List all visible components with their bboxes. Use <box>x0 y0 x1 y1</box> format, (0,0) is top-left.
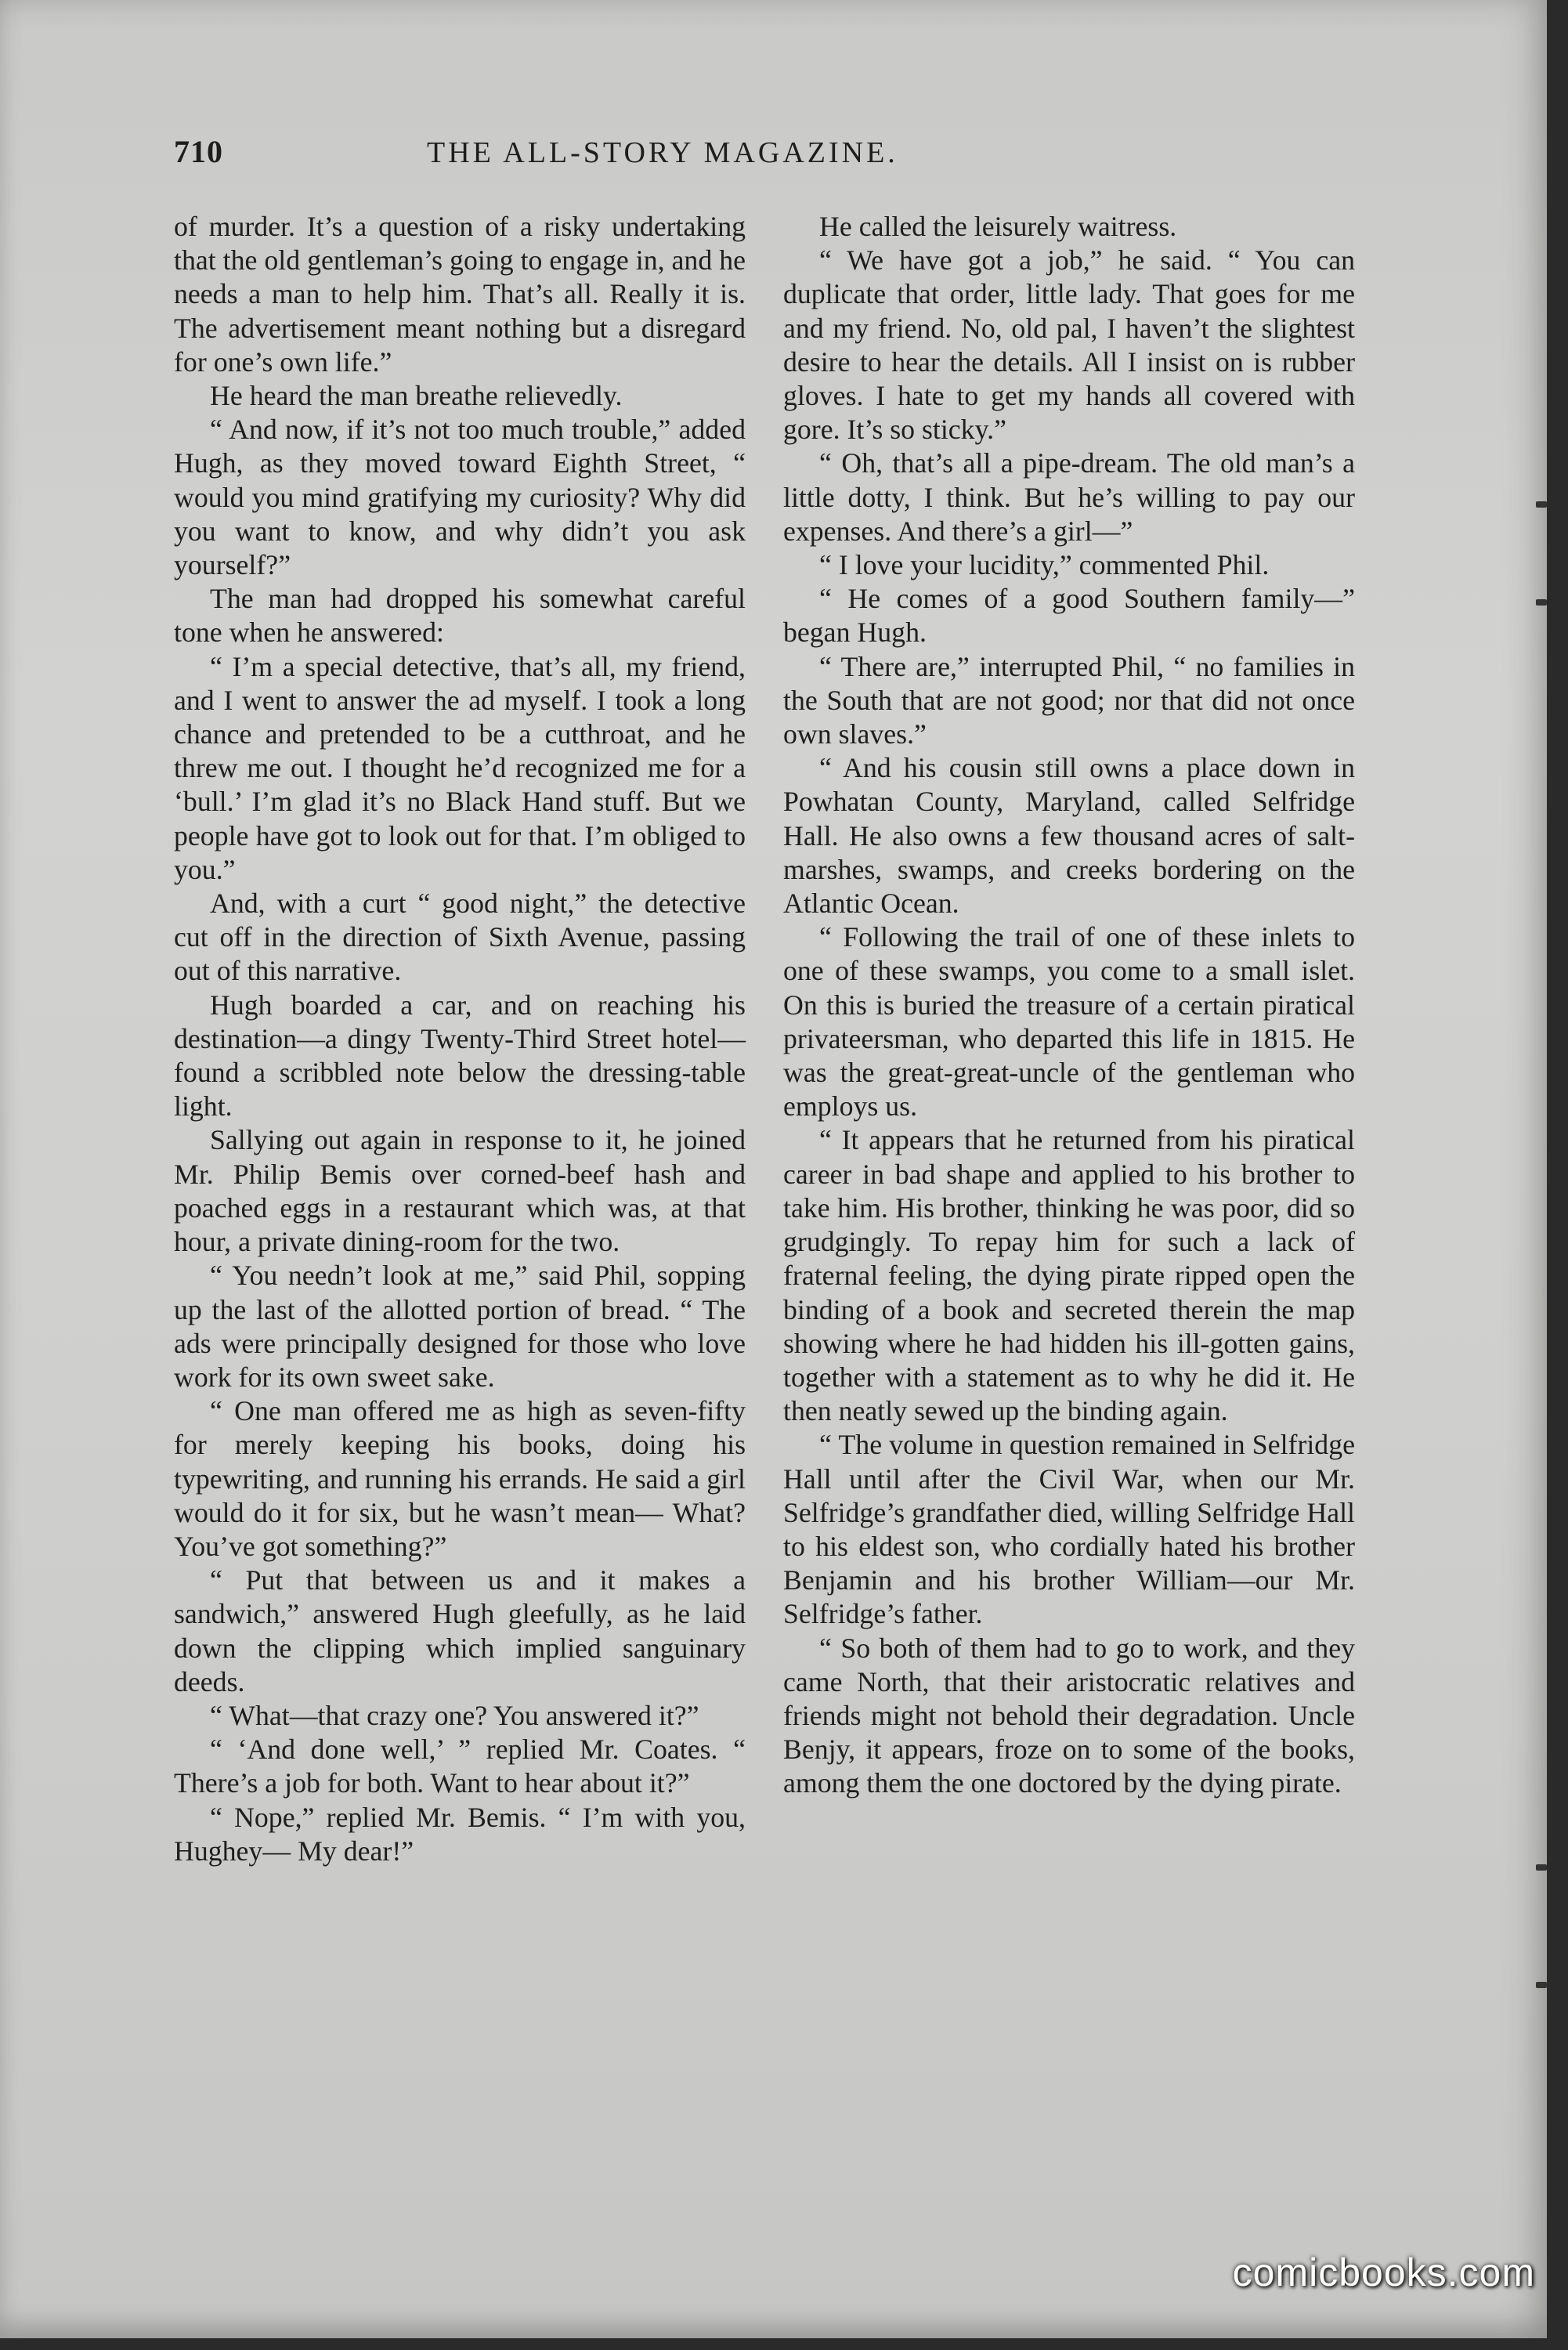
paragraph: The man had dropped his somewhat careful tone when he answered: <box>174 583 746 649</box>
page-number: 710 <box>174 134 223 169</box>
paragraph: “ You needn’t look at me,” said Phil, sopping up the last of the allotted portion of bread. “ The ads were principally designed for those who love work for its own sweet sake. <box>174 1260 746 1393</box>
paragraph: “ ‘And done well,’ ” replied Mr. Coates. “ There’s a job for both. Want to hear about it?” <box>174 1734 746 1799</box>
paragraph: “ The volume in question remained in Selfridge Hall until after the Civil War, when our Mr. Selfridge’s grandfather died, willing Selfridge Hall to his eldest son, who cordially hated his brother Benjamin and his brother William—our Mr. Selfridge’s father. <box>783 1429 1355 1630</box>
paragraph: “ So both of them had to go to work, and they came North, that their aristocratic relatives and friends might not behold their degradation. Uncle Benjy, it appears, froze on to some of the books, among them the one doctored by the dying pirate. <box>783 1632 1355 1799</box>
paragraph: “ I love your lucidity,” commented Phil. <box>819 549 1270 581</box>
page-edge-mark <box>1536 599 1547 606</box>
paragraph: “ Oh, that’s all a pipe-dream. The old man’s a little dotty, I think. But he’s willing to pay our expenses. And there’s a girl—” <box>783 447 1355 547</box>
paragraph: Hugh boarded a car, and on reaching his destination—a dingy Twenty-Third Street hotel—found a scribbled note below the dressing-table light. <box>174 989 746 1123</box>
page-header <box>174 133 1349 170</box>
paragraph: “ One man offered me as high as seven-fifty for merely keeping his books, doing his typewriting, and running his errands. He said a girl would do it for six, but he wasn’t mean— What? You’ve got something?” <box>174 1395 746 1562</box>
paragraph: “ And his cousin still owns a place down in Powhatan County, Maryland, called Selfridge Hall. He also owns a few thousand acres of salt-marshes, swamps, and creeks bordering on the Atlantic Ocean. <box>783 752 1355 920</box>
page-edge-mark <box>1536 1982 1547 1988</box>
paragraph: Sallying out again in response to it, he joined Mr. Philip Bemis over corned-beef hash and poached eggs in a restaurant which was, at that hour, a private dining-room for the two. <box>174 1124 746 1258</box>
paragraph: “ What—that crazy one? You answered it?” <box>210 1699 699 1731</box>
paragraph: “ It appears that he returned from his piratical career in bad shape and applied to his brother to take him. His brother, thinking he was poor, did so grudgingly. To repay him for such a lack of fraternal feeling, the dying pirate ripped open the binding of a book and secreted therein the map showing where he had hidden his ill-gotten gains, together with a statement as to why he did it. He then neatly sewed up the binding again. <box>783 1124 1355 1427</box>
paragraph: “ There are,” interrupted Phil, “ no families in the South that are not good; nor that did not once own slaves.” <box>783 650 1355 750</box>
left-column <box>174 210 746 1868</box>
paragraph: He called the leisurely waitress. <box>819 211 1177 242</box>
magazine-title: THE ALL-STORY MAGAZINE. <box>427 136 898 169</box>
paragraph: He heard the man breathe relievedly. <box>210 380 623 412</box>
paragraph: “ Nope,” replied Mr. Bemis. “ I’m with you, Hughey— My dear!” <box>174 1801 746 1867</box>
page-edge-mark <box>1536 1864 1547 1871</box>
page-edge-mark <box>1536 501 1547 508</box>
paragraph: “ And now, if it’s not too much trouble,” added Hugh, as they moved toward Eighth Street, “ would you mind gratifying my curiosity? Why did you want to know, and why didn’t you ask yourself?” <box>174 414 746 581</box>
text-columns <box>174 210 1355 1868</box>
paragraph: “ We have got a job,” he said. “ You can duplicate that order, little lady. That goes for me and my friend. No, old pal, I haven’t the slightest desire to hear the details. All I insist on is rubber gloves. I hate to get my hands all covered with gore. It’s so sticky.” <box>783 244 1355 446</box>
paragraph: And, with a curt “ good night,” the detective cut off in the direction of Sixth Avenue, passing out of this narrative. <box>174 888 746 987</box>
paragraph: of murder. It’s a question of a risky undertaking that the old gentleman’s going to engage in, and he needs a man to help him. That’s all. Really it is. The advertisement meant nothing but a disregard for one’s own life.” <box>174 211 746 378</box>
paragraph: “ I’m a special detective, that’s all, my friend, and I went to answer the ad myself. I took a long chance and pretended to be a cutthroat, and he threw me out. I thought he’d recognized me for a ‘bull.’ I’m glad it’s no Black Hand stuff. But we people have got to look out for that. I’m obliged to you.” <box>174 650 746 885</box>
paragraph: “ He comes of a good Southern family—” began Hugh. <box>783 583 1355 649</box>
right-column <box>783 210 1355 1868</box>
paragraph: “ Following the trail of one of these inlets to one of these swamps, you come to a small islet. On this is buried the treasure of a certain piratical privateersman, who departed this life in 1815. He was the great-great-uncle of the gentleman who employs us. <box>783 921 1355 1123</box>
watermark: comicbooks.com <box>1232 2251 1535 2294</box>
paragraph: “ Put that between us and it makes a sandwich,” answered Hugh gleefully, as he laid down the clipping which implied sanguinary deeds. <box>174 1564 746 1697</box>
